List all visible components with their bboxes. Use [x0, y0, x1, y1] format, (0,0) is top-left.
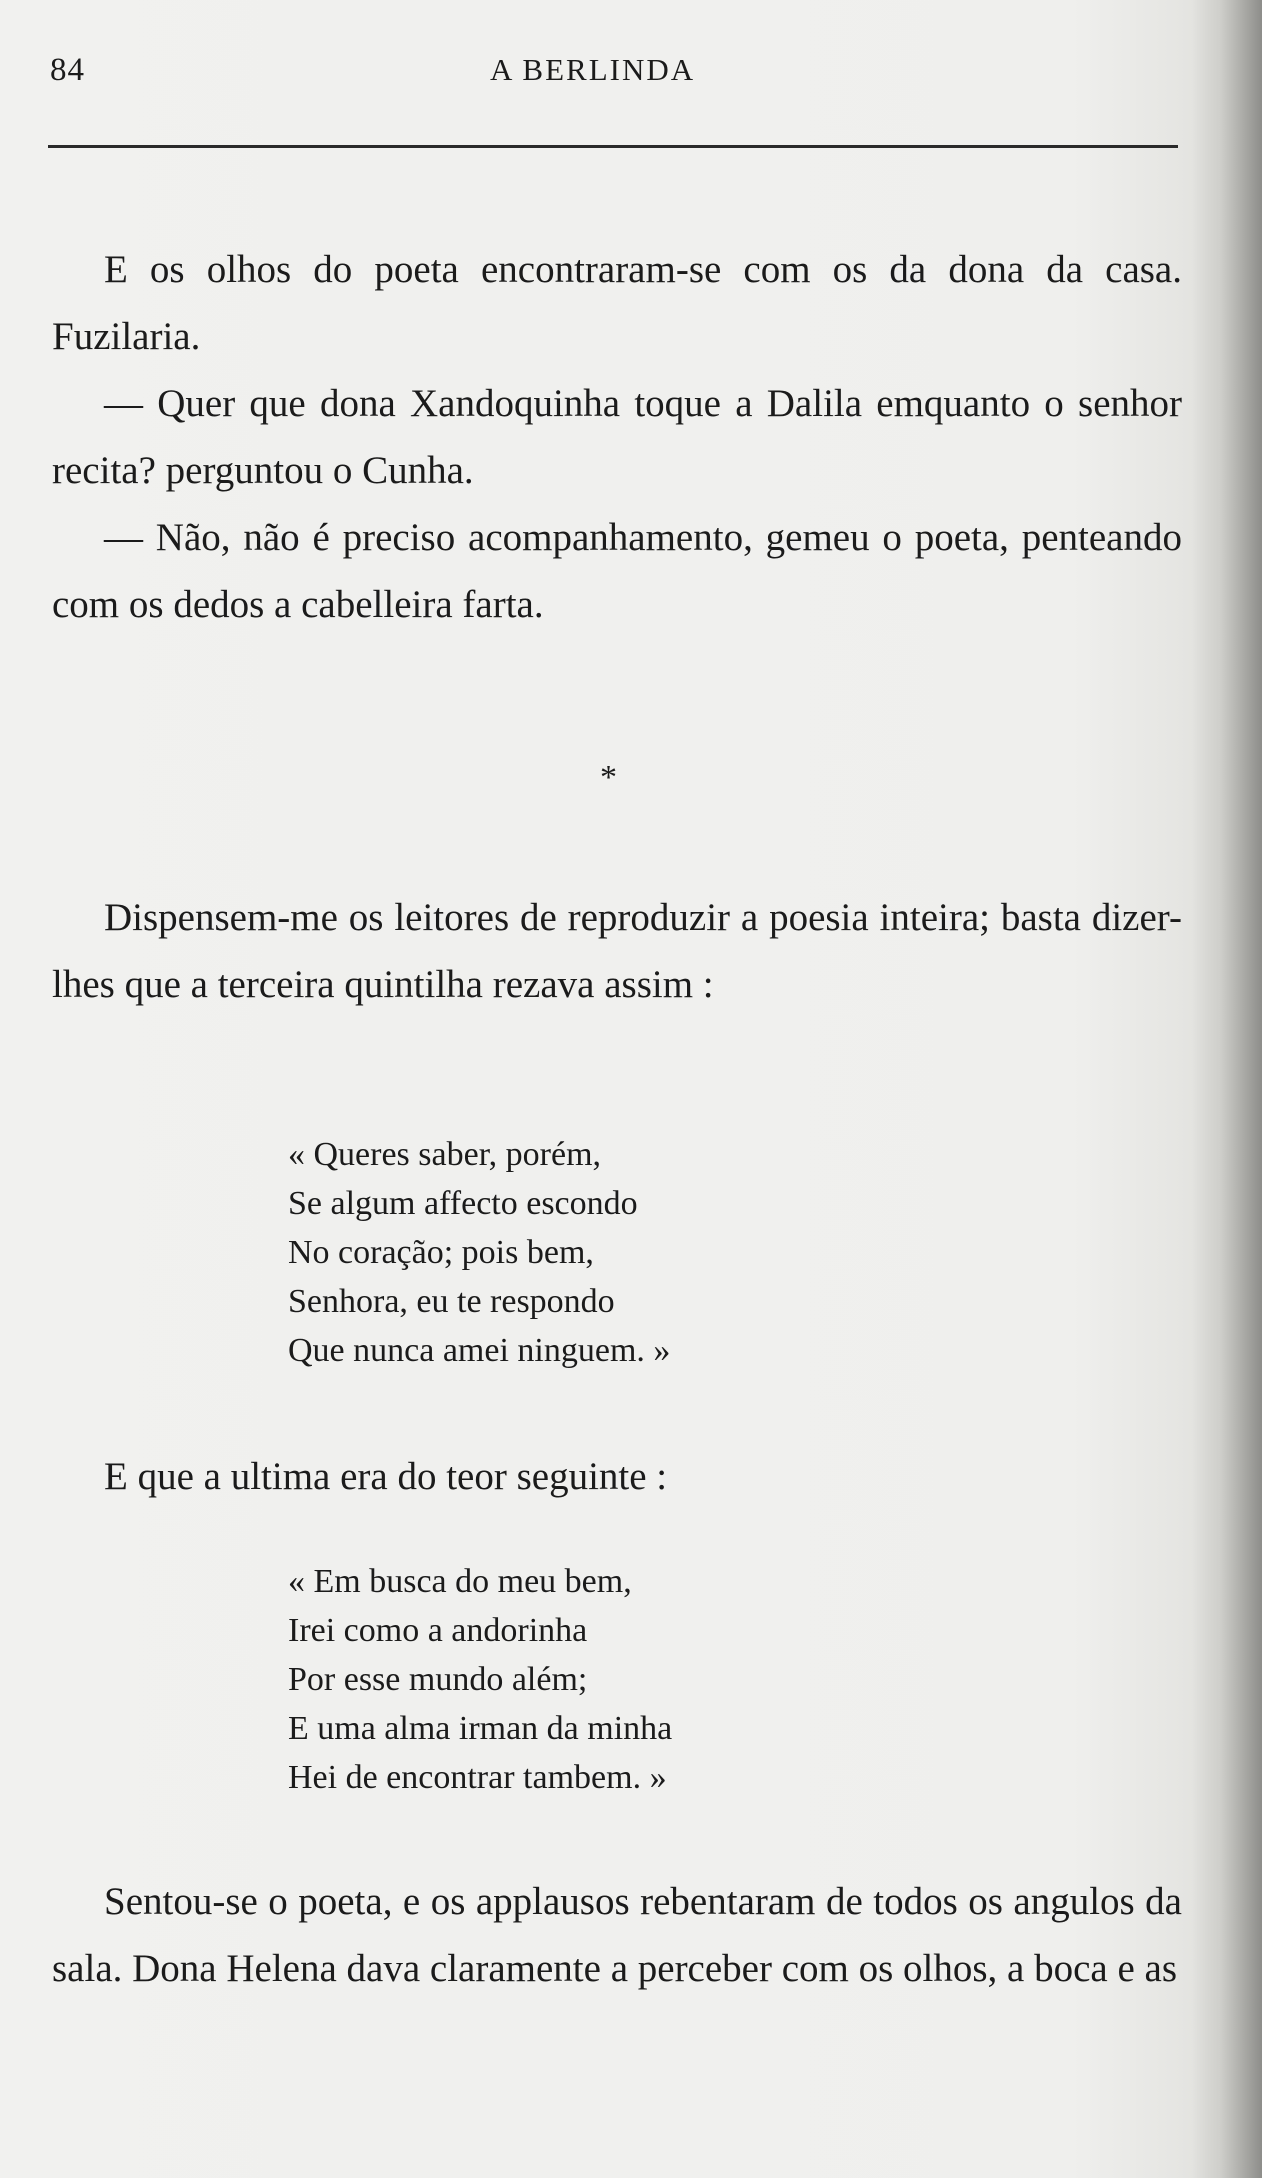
paragraph-6: Sentou-se o poeta, e os applausos rebentaram de todos os angulos da sala. Dona Helena dava claramente a perceber com os olhos, a boca e as: [52, 1880, 1182, 1990]
verse-line: « Queres saber, porém,: [288, 1136, 602, 1173]
verse-line: Senhora, eu te respondo: [288, 1283, 615, 1320]
running-title: A BERLINDA: [490, 52, 696, 87]
verse-line: Que nunca amei ninguem. »: [288, 1332, 671, 1369]
stanza-1: [288, 1130, 1088, 1375]
verse-line: « Em busca do meu bem,: [288, 1563, 632, 1600]
verse-line: Irei como a andorinha: [288, 1612, 588, 1649]
verse-line: E uma alma irman da minha: [288, 1710, 673, 1747]
paragraph-1: E os olhos do poeta encontraram-se com os da dona da casa. Fuzilaria.: [52, 248, 1182, 358]
verse-line: Se algum affecto escondo: [288, 1185, 638, 1222]
header-rule: [48, 145, 1178, 148]
paragraph-4: Dispensem-me os leitores de reproduzir a poesia inteira; basta dizer-lhes que a terceira quintilha rezava assim :: [52, 896, 1182, 1006]
verse-line: No coração; pois bem,: [288, 1234, 594, 1271]
paragraph-3: — Não, não é preciso acompanhamento, gemeu o poeta, penteando com os dedos a cabelleira farta.: [52, 516, 1182, 626]
paragraph-2: — Quer que dona Xandoquinha toque a Dalila emquanto o senhor recita? perguntou o Cunha.: [52, 382, 1182, 492]
page-gutter-shadow: [1192, 0, 1262, 2178]
verse-line: Por esse mundo além;: [288, 1661, 588, 1698]
verse-line: Hei de encontrar tambem. »: [288, 1759, 667, 1796]
paragraph-5: E que a ultima era do teor seguinte :: [104, 1455, 668, 1498]
stanza-2: [288, 1557, 1088, 1802]
page-number: 84: [50, 52, 85, 88]
page-header: [50, 52, 1180, 102]
section-break-asterisk: *: [600, 759, 617, 796]
